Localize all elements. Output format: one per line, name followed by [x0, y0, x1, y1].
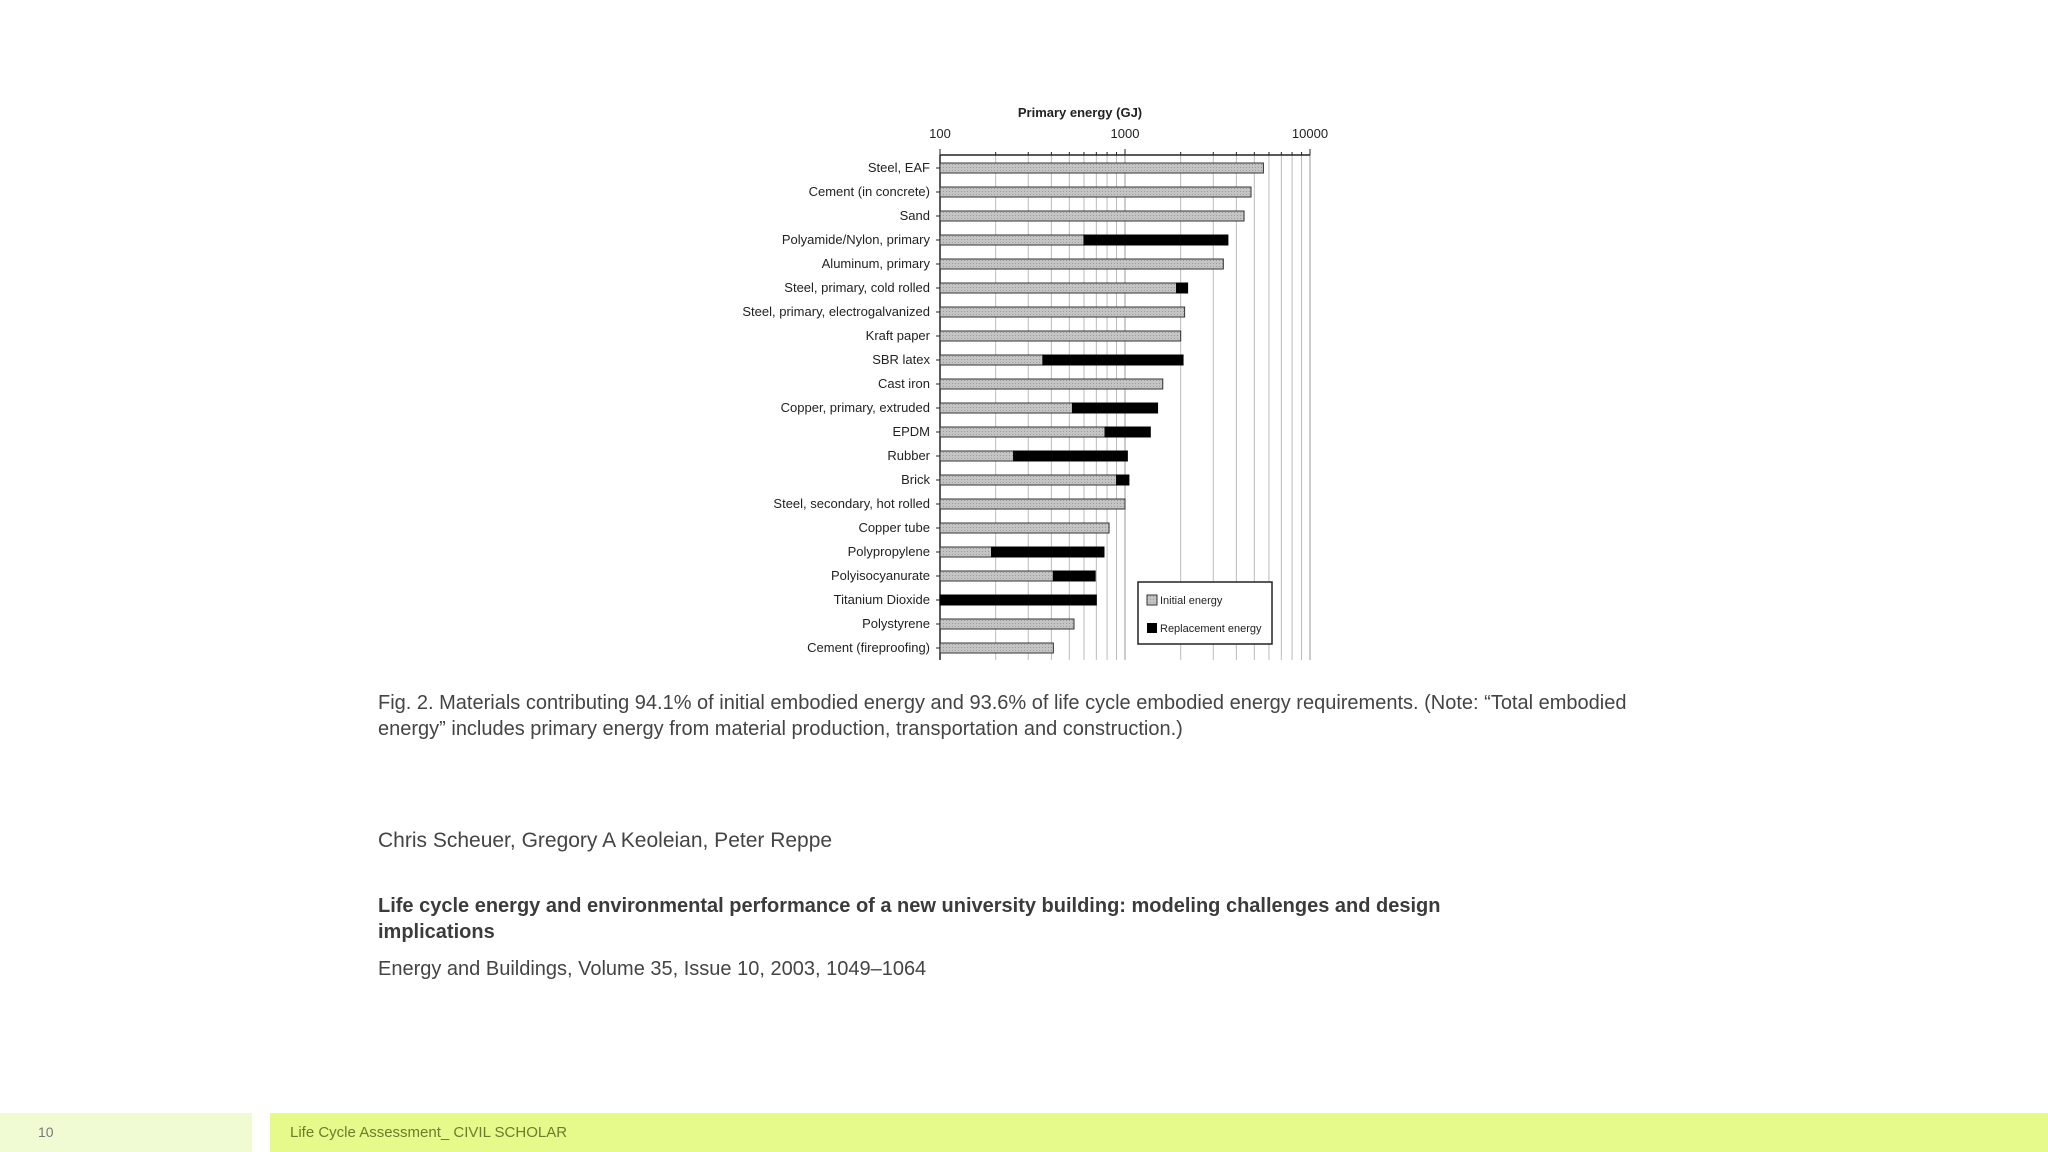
initial-energy-bar — [940, 571, 1053, 581]
category-label: Copper tube — [858, 520, 930, 535]
legend-swatch-replacement — [1147, 623, 1157, 633]
initial-energy-bar — [940, 547, 992, 557]
replacement-energy-bar — [992, 547, 1104, 557]
initial-energy-bar — [940, 235, 1084, 245]
journal-citation: Energy and Buildings, Volume 35, Issue 10, 2003, 1049–1064 — [378, 958, 927, 980]
initial-energy-bar — [940, 523, 1109, 533]
category-label: Cement (in concrete) — [808, 184, 930, 199]
legend-swatch-initial — [1147, 595, 1157, 605]
replacement-energy-bar — [1117, 475, 1129, 485]
initial-energy-bar — [940, 259, 1223, 269]
chart-title: Primary energy (GJ) — [1017, 105, 1143, 120]
page-number: 10 — [0, 1113, 252, 1152]
legend-label-initial: Initial energy — [1160, 595, 1223, 607]
initial-energy-bar — [940, 187, 1251, 197]
initial-energy-bar — [940, 331, 1181, 341]
replacement-energy-bar — [1072, 403, 1157, 413]
x-tick-label: 1000 — [1110, 126, 1140, 141]
initial-energy-bar — [940, 499, 1125, 509]
replacement-energy-bar — [940, 595, 1096, 605]
energy-bar-chart — [700, 95, 1350, 675]
category-label: EPDM — [892, 424, 930, 439]
category-label: Polypropylene — [847, 544, 930, 559]
replacement-energy-bar — [1053, 571, 1095, 581]
paper-title: Life cycle energy and environmental performance of a new university building: modeling challenges and design implications — [378, 895, 1441, 943]
category-label: Sand — [899, 208, 930, 223]
category-label: Steel, EAF — [867, 160, 930, 175]
initial-energy-bar — [940, 283, 1177, 293]
legend-label-replacement: Replacement energy — [1160, 623, 1262, 635]
x-tick-label: 10000 — [1291, 126, 1329, 141]
initial-energy-bar — [940, 643, 1053, 653]
category-label: Steel, primary, cold rolled — [784, 280, 930, 295]
replacement-energy-bar — [1043, 355, 1183, 365]
initial-energy-bar — [940, 379, 1163, 389]
authors: Chris Scheuer, Gregory A Keoleian, Peter Reppe — [378, 829, 833, 852]
category-label: Brick — [901, 472, 930, 487]
figure-caption: Fig. 2. Materials contributing 94.1% of initial embodied energy and 93.6% of life cycle embodied energy requirements. (Note: “Total embodied energy” includes primary energy from material production, transportation and construction.) — [378, 692, 1627, 740]
x-tick-label: 100 — [929, 126, 951, 141]
category-label: Cement (fireproofing) — [807, 640, 930, 655]
category-label: Copper, primary, extruded — [780, 400, 930, 415]
replacement-energy-bar — [1084, 235, 1228, 245]
replacement-energy-bar — [1014, 451, 1128, 461]
category-label: Polyisocyanurate — [831, 568, 930, 583]
category-label: Steel, secondary, hot rolled — [773, 496, 930, 511]
category-label: SBR latex — [872, 352, 930, 367]
footer-title: Life Cycle Assessment_ CIVIL SCHOLAR — [270, 1113, 2048, 1152]
initial-energy-bar — [940, 427, 1105, 437]
initial-energy-bar — [940, 355, 1043, 365]
replacement-energy-bar — [1105, 427, 1150, 437]
initial-energy-bar — [940, 307, 1185, 317]
initial-energy-bar — [940, 451, 1014, 461]
category-label: Steel, primary, electrogalvanized — [742, 304, 930, 319]
replacement-energy-bar — [1177, 283, 1188, 293]
initial-energy-bar — [940, 163, 1263, 173]
initial-energy-bar — [940, 211, 1244, 221]
initial-energy-bar — [940, 475, 1117, 485]
category-label: Kraft paper — [865, 328, 930, 343]
category-label: Polyamide/Nylon, primary — [781, 232, 930, 247]
initial-energy-bar — [940, 403, 1072, 413]
initial-energy-bar — [940, 619, 1074, 629]
category-label: Aluminum, primary — [821, 256, 930, 271]
category-label: Polystyrene — [862, 616, 930, 631]
category-label: Rubber — [887, 448, 930, 463]
category-label: Titanium Dioxide — [833, 592, 930, 607]
category-label: Cast iron — [877, 376, 930, 391]
